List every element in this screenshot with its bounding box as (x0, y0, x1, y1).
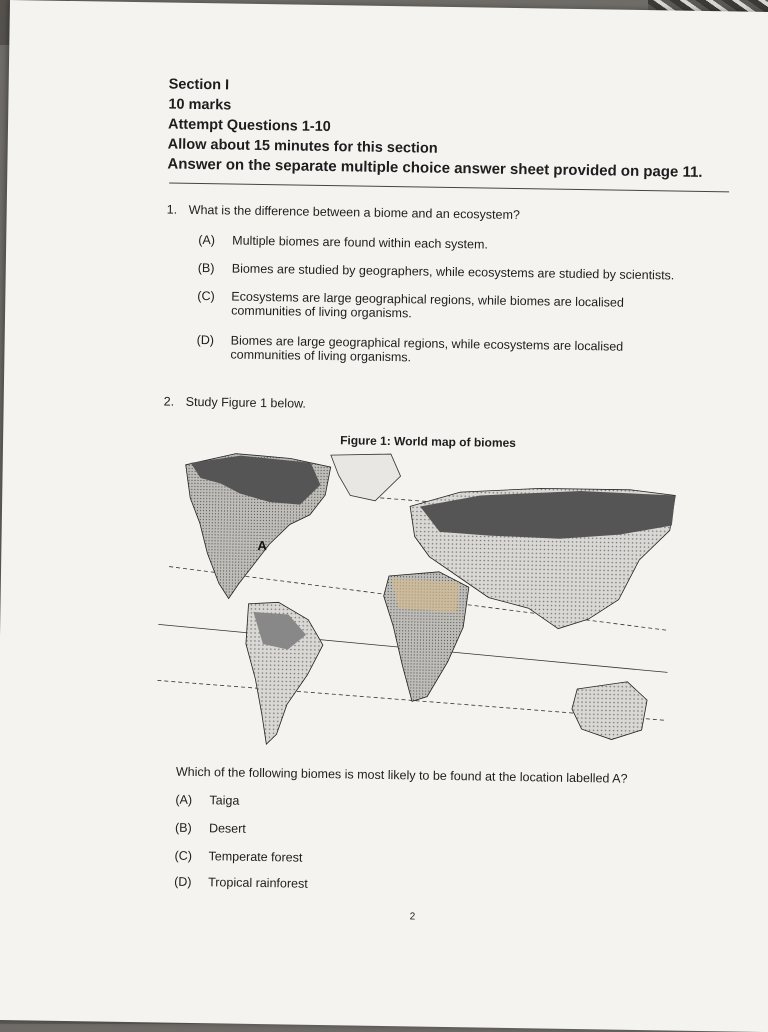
location-label-a: A (257, 537, 267, 554)
world-biome-map (156, 442, 681, 770)
section-header (167, 75, 704, 183)
option-text: Tropical rainforest (208, 875, 308, 891)
figure-title: Figure 1: World map of biomes (340, 433, 517, 451)
question-2-number: 2. (163, 394, 175, 409)
greenland (330, 453, 401, 501)
option-letter: (C) (174, 848, 193, 863)
question-2-option-b[interactable] (175, 821, 246, 836)
attempt-instruction: Attempt Questions 1-10 (167, 116, 331, 136)
option-text: Ecosystems are large geographical regions, while biomes are localised communities of living organisms. (231, 289, 624, 321)
option-letter: (B) (197, 260, 215, 276)
question-2-option-a[interactable] (175, 793, 239, 808)
option-letter: (B) (174, 820, 192, 835)
question-1-option-d[interactable] (196, 332, 650, 369)
question-2-prompt: Which of the following biomes is most likely to be found at the location labelled A? (175, 764, 628, 786)
question-2-option-d[interactable] (174, 875, 308, 891)
option-letter: (C) (197, 288, 215, 304)
question-1-number: 1. (166, 202, 178, 217)
page-number: 2 (409, 911, 416, 923)
question-2-text: Study Figure 1 below. (185, 394, 307, 411)
option-letter: (A) (198, 232, 216, 248)
answer-instruction: Answer on the separate multiple choice answer sheet provided on page 11. (167, 155, 703, 181)
option-text: Multiple biomes are found within each system. (232, 233, 489, 252)
option-text: Desert (208, 821, 246, 836)
australia (571, 681, 647, 740)
sahara-desert (390, 578, 459, 612)
section-marks: 10 marks (168, 96, 232, 114)
question-1-option-b[interactable] (197, 260, 712, 284)
option-letter: (D) (174, 874, 192, 889)
option-letter: (A) (175, 792, 193, 807)
option-letter: (D) (196, 332, 215, 348)
header-divider (169, 183, 729, 193)
time-instruction: Allow about 15 minutes for this section (167, 136, 438, 157)
question-1-option-a[interactable] (198, 232, 712, 256)
question-1-option-c[interactable] (197, 288, 651, 325)
question-1-text: What is the difference between a biome and an ecosystem? (188, 202, 521, 223)
option-text: Taiga (209, 793, 240, 808)
question-2-option-c[interactable] (174, 849, 302, 865)
option-text: Temperate forest (208, 849, 303, 865)
option-text: Biomes are studied by geographers, while ecosystems are studied by scientists. (231, 261, 675, 283)
section-title: Section I (168, 76, 230, 94)
option-text: Biomes are large geographical regions, while ecosystems are localised communities of living organisms. (230, 333, 624, 365)
